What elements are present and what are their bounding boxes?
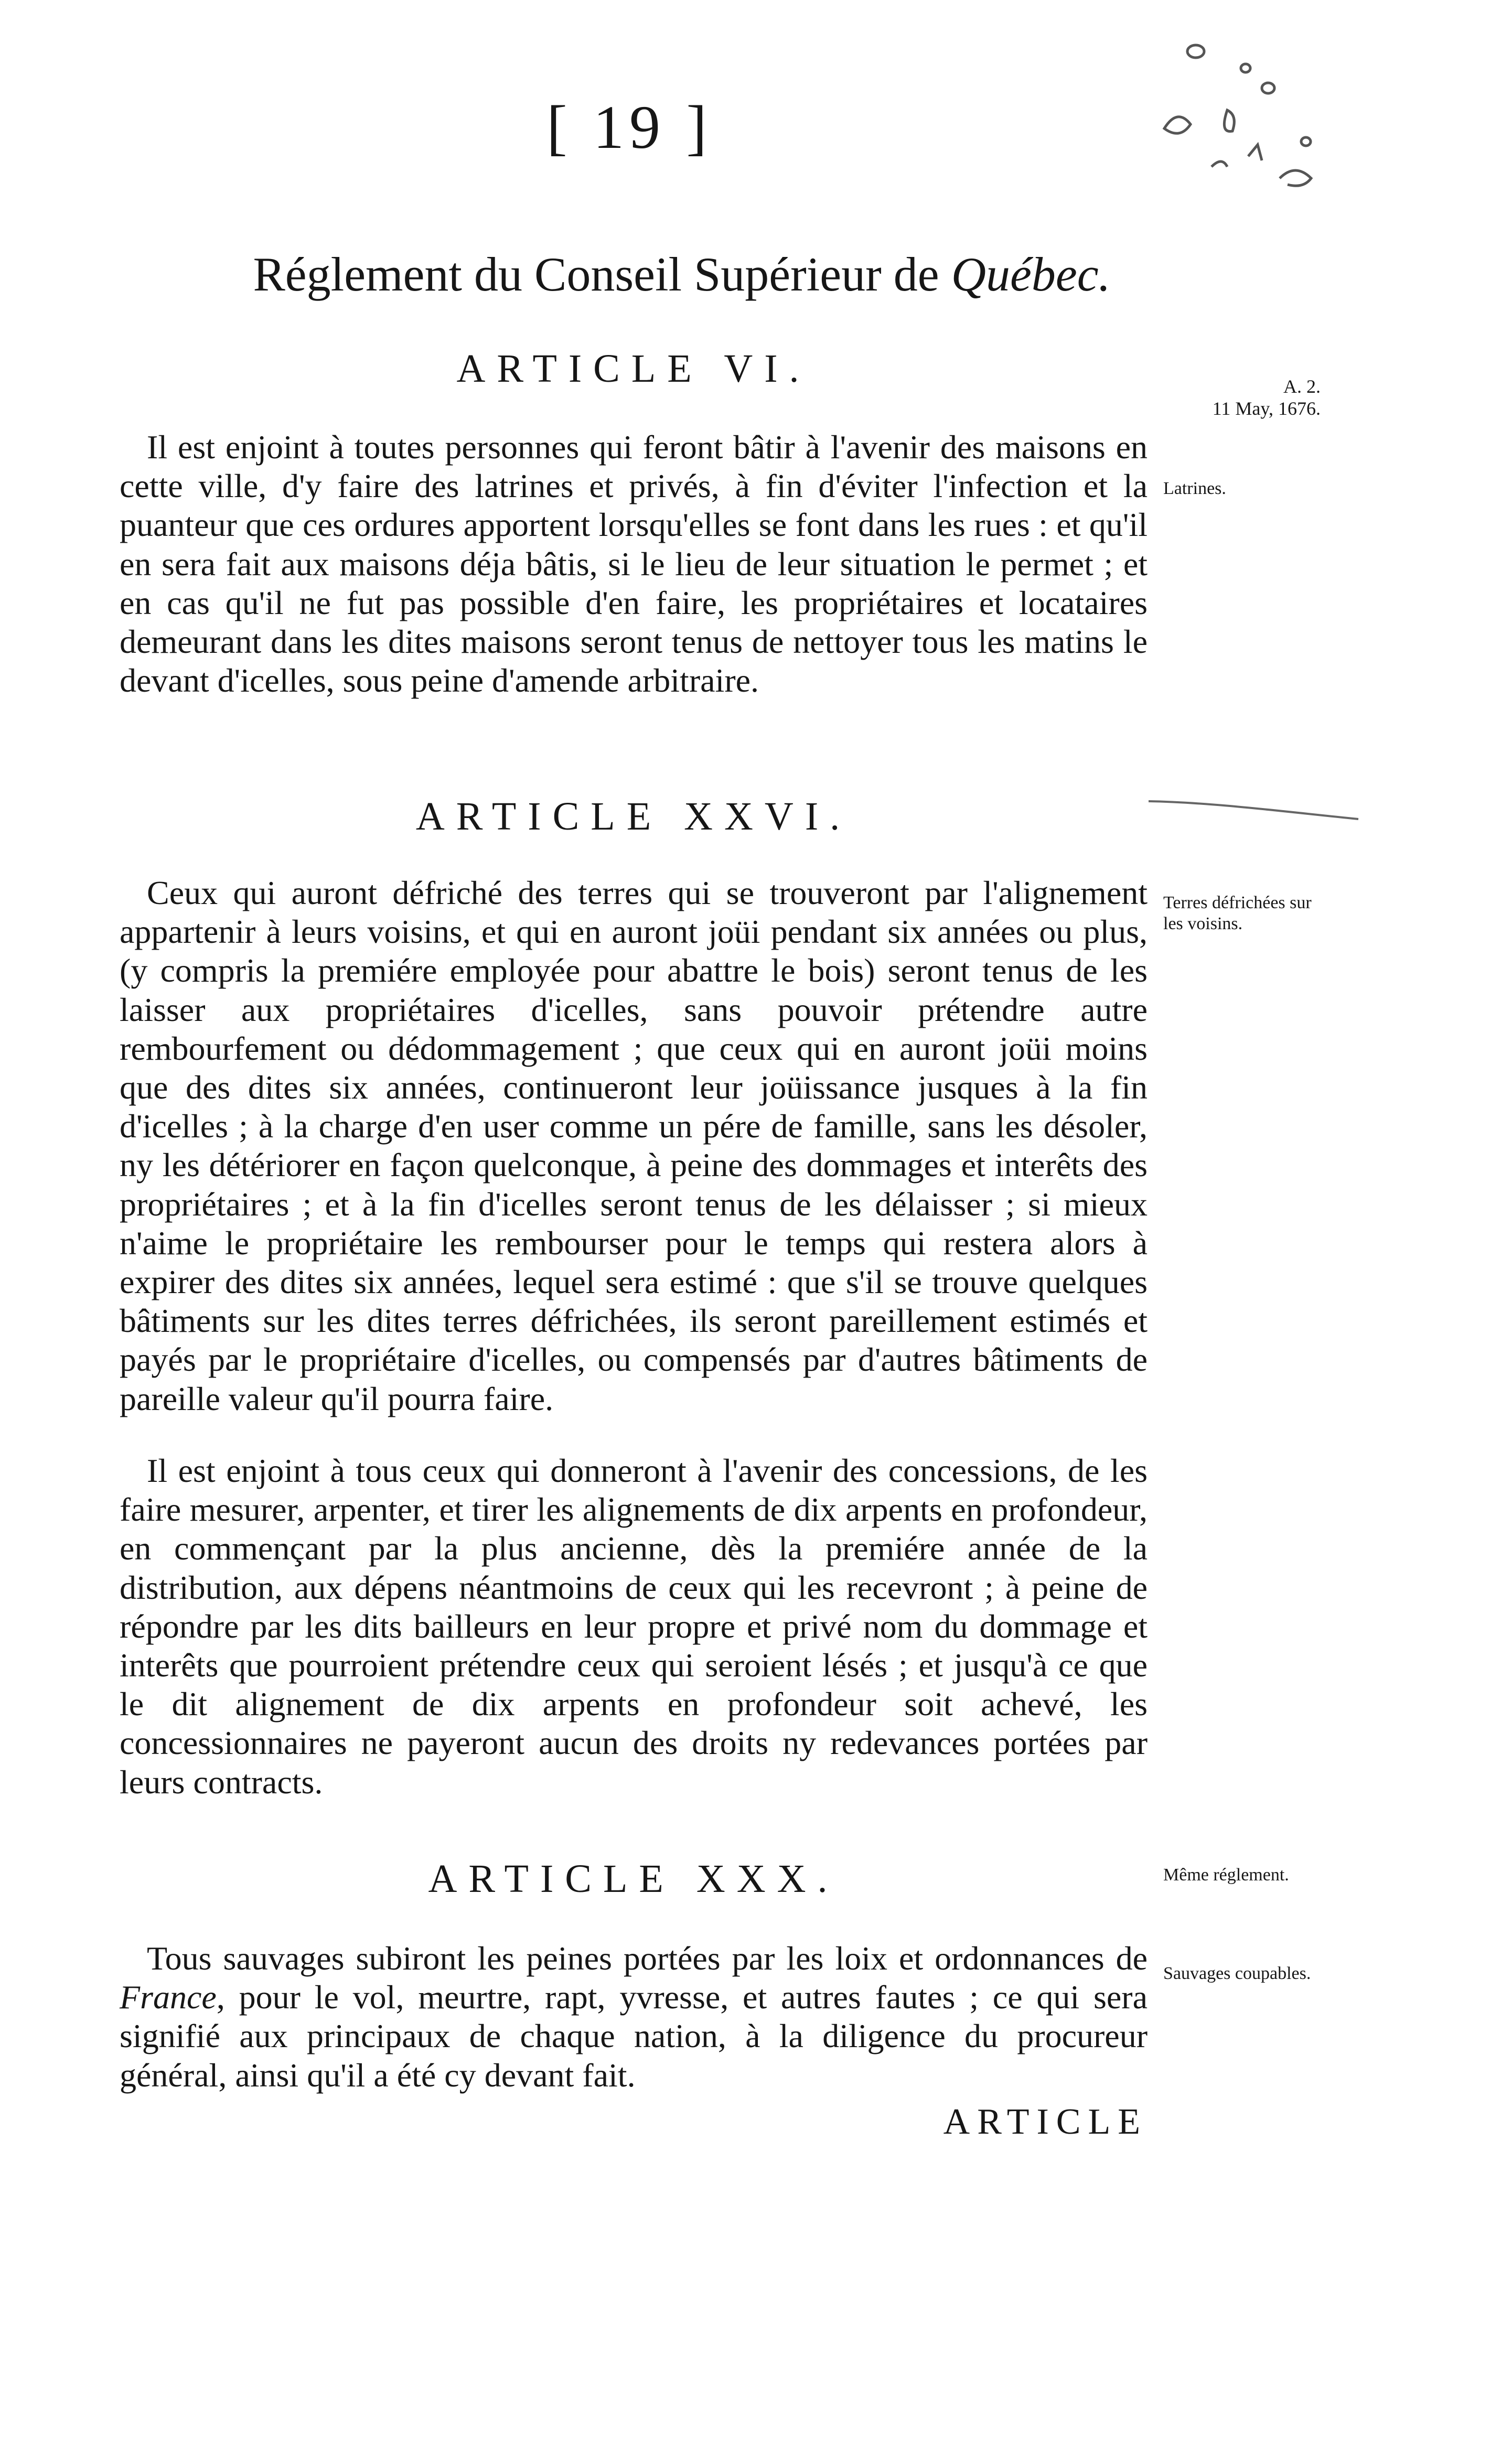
emphasis-place-name: France xyxy=(120,1978,217,2016)
paragraph-text: , pour le vol, meurtre, rapt, yvresse, et autres fautes ; ce qui sera signifié aux principaux de chaque nation, à la diligence du procureur général, ainsi qu'il a été cy devant fait. xyxy=(120,1978,1148,2094)
margin-note-latrines: Latrines. xyxy=(1163,479,1226,498)
article-paragraph: Ceux qui auront défriché des terres qui se trouveront par l'alignement appartenir à leurs voisins, et qui en auront joüi pendant six années ou plus, (y compris la premiére employée pour abattre le bois) seront tenus de les laisser aux propriétaires d'icelles, sans pouvoir prétendre autre rembourfement ou dédommagement ; que ceux qui en auront joüi moins que des dites six années, continueront leur joüissance jusques à la fin d'icelles ; à la charge d'en user comme un pére de famille, sans les désoler, ny les détériorer en façon quelconque, à peine des dommages et interêts des propriétaires ; et à la fin d'icelles seront tenus de les délaisser ; si mieux n'aime le propriétaire les rembourser pour le temps qui restera alors à expirer des dites six années, lequel sera estimé : que s'il se trouve quelques bâtiments sur les dites terres défrichées, ils seront pareillement estimés et payés par le propriétaire d'icelles, ou compensés par d'autres bâtiments de pareille valeur qu'il pourra faire. xyxy=(120,874,1148,1417)
running-head xyxy=(205,246,1159,302)
ink-stain-marks xyxy=(1133,31,1343,210)
article-paragraph xyxy=(120,1939,1148,2095)
margin-note-meme-reglement: Même réglement. xyxy=(1163,1865,1289,1885)
article-heading: ARTICLE XXVI. xyxy=(415,794,852,838)
article-heading: ARTICLE VI. xyxy=(456,347,811,391)
article-paragraph: Il est enjoint à toutes personnes qui feront bâtir à l'avenir des maisons en cette ville, d'y faire des latrines et privés, à fin d'éviter l'infection et la puanteur que ces ordures apportent lorsqu'elles se font dans les rues : et qu'il en sera fait aux maisons déja bâtis, si le lieu de leur situation le permet ; et en cas qu'il ne fut pas possible d'en faire, les propriétaires et locataires demeurant dans les dites maisons seront tenus de nettoyer tous les matins le devant d'icelles, sous peine d'amende arbitraire. xyxy=(120,428,1148,700)
article-paragraph: Il est enjoint à tous ceux qui donneront à l'avenir des concessions, de les faire mesurer, arpenter, et tirer les alignements de dix arpents en profondeur, en commençant par la plus ancienne, dès la premiére année de la distribution, aux dépens néantmoins de ceux qui les recevront ; à peine de répondre par les dits bailleurs en leur propre et privé nom du dommage et interêts que pourroient prétendre ceux qui seroient lésés ; et jusqu'à ce que le dit alignement de dix arpents en profondeur soit achevé, les concessionnaires ne payeront aucun des droits ny redevances portées par leurs contracts. xyxy=(120,1452,1148,1801)
running-head-text: Réglement du Conseil Supérieur de xyxy=(253,248,939,301)
stray-rule xyxy=(1149,791,1411,822)
running-head-place: Québec. xyxy=(951,248,1111,301)
margin-note-sauvages: Sauvages coupables. xyxy=(1163,1964,1311,1983)
margin-note-terres: Terres défrichées sur les voisins. xyxy=(1163,893,1312,933)
margin-note-date: A. 2. 11 May, 1676. xyxy=(1212,376,1321,419)
catchword: ARTICLE xyxy=(943,2102,1148,2142)
page-number: [ 19 ] xyxy=(546,93,712,162)
article-heading: ARTICLE XXX. xyxy=(428,1857,839,1901)
paragraph-text: Tous sauvages subiront les peines portées par les loix et ordonnances de xyxy=(147,1940,1148,1977)
